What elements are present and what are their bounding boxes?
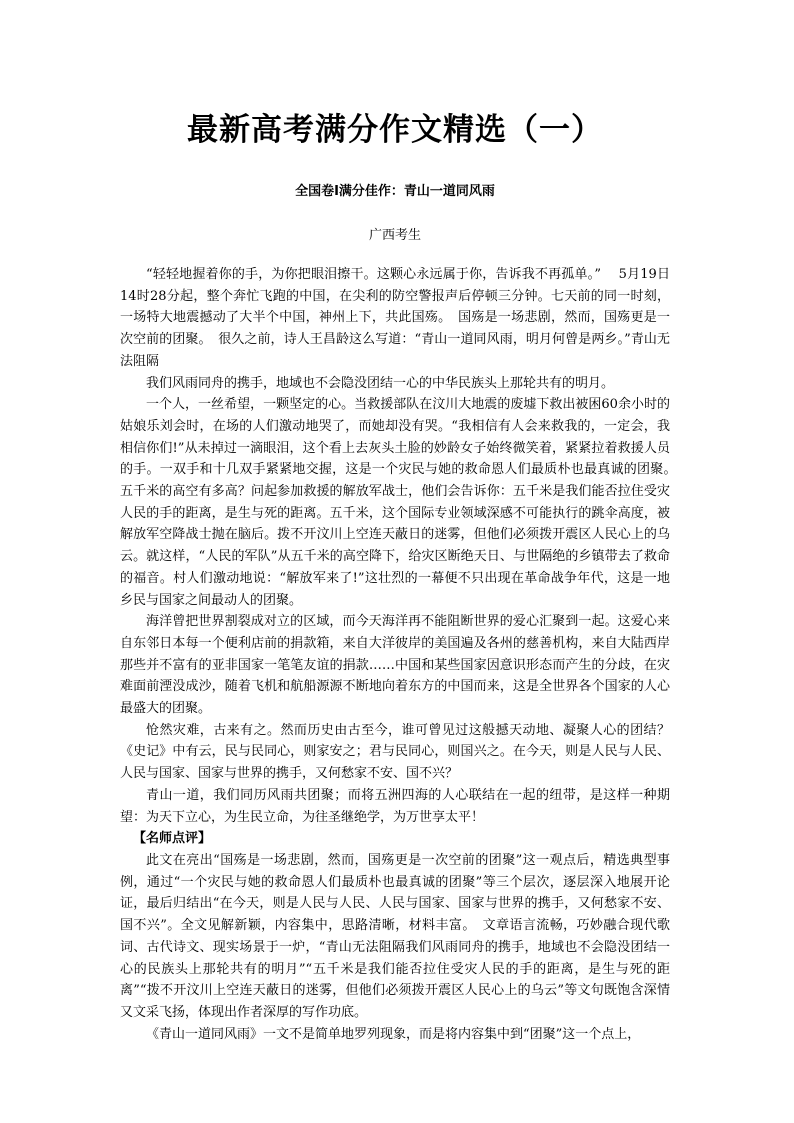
essay-paragraph: 一个人，一丝希望，一颗坚定的心。当救援部队在汶川大地震的废墟下救出被困60余小时的姑娘乐刘会时，在场的人们激动地哭了，而她却没有哭。“我相信有人会来救我的，一定会，我相信你们!”从未掉过一滴眼泪，这个看上去灰头土脸的妙龄女子始终微笑着，紧紧拉着救援人员的手。一双手和十几双手紧紧地交握，这是一个灾民与她的救命恩人们最质朴也最真诚的团聚。 五千米的高空有多高？问起参加救援的解放军战士，他们会告诉你：五千米是我们能否拉住受灾人民的手的距离，是生与死的距离。五千米，这个国际专业领域深感不可能执行的跳伞高度，被解放军空降战士抛在脑后。拨不开汶川上空连天蔽日的迷雾，但他们必须拨开震区人民心上的乌云。就这样，“人民的军队”从五千米的高空降下，给灾区断绝天日、与世隔绝的乡镇带去了救命的福音。村人们激动地说：“解放军来了!”这壮烈的一幕便不只出现在革命战争年代，这是一地乡民与国家之间最动人的团聚。 xyxy=(120,397,684,608)
review-heading: 【名师点评】 xyxy=(133,831,212,847)
essay-paragraph: 怆然灾难，古来有之。然而历史由古至今，谁可曾见过这般撼天动地、凝聚人心的团结？《史记》中有云，民与民同心，则家安之；君与民同心，则国兴之。在今天，则是人民与人民、人民与国家、国家与世界的携手，又何愁家不安、国不兴？ xyxy=(120,722,670,782)
document-title: 最新高考满分作文精选（一） xyxy=(187,112,603,148)
document-subtitle: 全国卷Ⅰ满分佳作：青山一道同风雨 xyxy=(295,184,495,199)
review-paragraph: 此文在亮出“国殇是一场悲剧，然而，国殇更是一次空前的团聚”这一观点后，精选典型事例，通过“一个灾民与她的救命恩人们最质朴也最真诚的团聚”等三个层次，逐层深入地展开论证，最后归结出“在今天，则是人民与人民、人民与国家、国家与世界的携手，又何愁家不安、国不兴”。全文见解新颖，内容集中，思路清晰，材料丰富。 文章语言流畅，巧妙融合现代歌词、古代诗文、现实场景于一炉，“青山无法阻隔我们风雨同舟的携手，地域也不会隐没团结一心的民族头上那轮共有的明月”“五千米是我们能否拉住受灾人民的手的距离，是生与死的距离”“拨不开汶川上空连天蔽日的迷雾，但他们必须拨开震区人民心上的乌云”等文句既饱含深情又文采飞扬，体现出作者深厚的写作功底。 xyxy=(120,852,670,1020)
author-line: 广西考生 xyxy=(368,228,421,243)
essay-paragraph: 我们风雨同舟的携手，地域也不会隐没团结一心的中华民族头上那轮共有的明月。 xyxy=(146,375,615,391)
essay-paragraph: 海洋曾把世界割裂成对立的区域，而今天海洋再不能阻断世界的爱心汇聚到一起。这爱心来自东邻日本每一个便利店前的捐款箱，来自大洋彼岸的美国遍及各州的慈善机构，来自大陆西岸那些并不富有的亚非国家一笔笔友谊的捐款……中国和某些国家因意识形态而产生的分歧，在灾难面前湮没成沙，随着飞机和航船源源不断地向着东方的中国而来，这是全世界各个国家的人心最盛大的团聚。 xyxy=(120,614,670,717)
essay-body xyxy=(120,264,684,1045)
review-paragraph: 《青山一道同风雨》一文不是简单地罗列现象，而是将内容集中到“团聚”这一个点上， xyxy=(146,1026,641,1042)
essay-paragraph: 青山一道，我们同历风雨共团聚；而将五洲四海的人心联结在一起的纽带，是这样一种期望：为天下立心，为生民立命，为往圣继绝学，为万世享太平！ xyxy=(120,787,670,825)
essay-paragraph: “轻轻地握着你的手，为你把眼泪擦干。这颗心永远属于你，告诉我不再孤单。” 5月19日14时28分起，整个奔忙飞跑的中国，在尖利的防空警报声后停顿三分钟。七天前的同一时刻，一场特大地震撼动了大半个中国，神州上下，共此国殇。 国殇是一场悲剧，然而，国殇更是一次空前的团聚。 很久之前，诗人王昌龄这么写道：“青山一道同风雨，明月何曾是两乡。”青山无法阻隔 xyxy=(120,267,670,369)
